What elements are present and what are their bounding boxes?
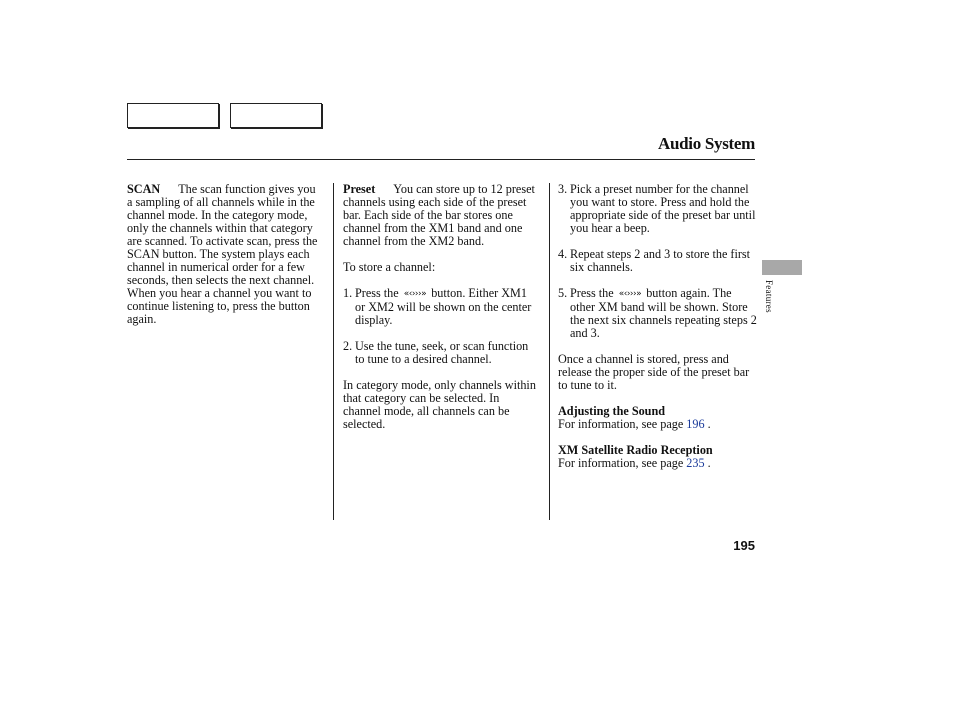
column-steps <box>558 183 758 470</box>
section-tab[interactable] <box>762 260 802 275</box>
previous-page-button[interactable] <box>127 103 219 128</box>
scan-paragraph <box>127 183 324 326</box>
step-4-text: Repeat steps 2 and 3 to store the first six channels. <box>570 247 751 274</box>
xm-band-icon: «‹›››» <box>618 289 642 299</box>
xm-band-icon: «‹›››» <box>403 289 427 299</box>
step-3-number: 3. <box>558 182 568 196</box>
page-number: 195 <box>733 538 755 553</box>
scan-heading: SCAN <box>127 182 161 196</box>
xm-reception-heading: XM Satellite Radio Reception <box>558 443 713 457</box>
step-5 <box>558 287 758 340</box>
step-5-text-a: Press the <box>570 286 614 300</box>
column-divider-2 <box>549 183 550 520</box>
section-tab-label: Features <box>764 280 774 313</box>
period: . <box>707 456 711 470</box>
step-4 <box>558 248 758 274</box>
scan-text: The scan function gives you a sampling of all channels while in the channel mode. In the category mode, only the channels within that category are scanned. To activate scan, press the SCAN button. The system plays each channel in numerical order for a few seconds, then selects the next channel. When you hear a channel you want to continue listening to, press the button again. <box>127 182 318 326</box>
step-2 <box>343 340 540 366</box>
step-2-text: Use the tune, seek, or scan function to tune to a desired channel. <box>355 339 529 366</box>
step-5-number: 5. <box>558 286 568 300</box>
xm-reception-ref <box>558 457 758 470</box>
step-5-text-b: button again. The other XM band will be shown. Store the next six channels repeating steps 2 and 3. <box>570 286 757 340</box>
category-note: In category mode, only channels within that category can be selected. In channel mode, all channels can be selected. <box>343 378 536 431</box>
step-3-text: Pick a preset number for the channel you want to store. Press and hold the appropriate side of the preset bar until you hear a beep. <box>570 182 756 235</box>
preset-paragraph <box>343 183 540 248</box>
step-1-text-b: button. Either XM1 or XM2 will be shown on the center display. <box>355 286 532 327</box>
step-1-text-a: Press the <box>355 286 399 300</box>
column-divider-1 <box>333 183 334 520</box>
step-3 <box>558 183 758 235</box>
next-page-button[interactable] <box>230 103 322 128</box>
xm-reception-text: For information, see page <box>558 456 684 470</box>
preset-text: You can store up to 12 preset channels using each side of the preset bar. Each side of the bar stores one channel from the XM1 band and one channel from the XM2 band. <box>343 182 535 248</box>
page-link-196[interactable]: 196 <box>686 417 705 431</box>
once-stored-text: Once a channel is stored, press and release the proper side of the preset bar to tune to it. <box>558 352 750 392</box>
page-title: Audio System <box>658 134 755 153</box>
column-scan <box>127 183 324 326</box>
step-1 <box>343 287 540 327</box>
preset-heading: Preset <box>343 182 376 196</box>
adjusting-sound-heading: Adjusting the Sound <box>558 404 666 418</box>
to-store-text: To store a channel: <box>343 260 436 274</box>
step-2-number: 2. <box>343 339 353 353</box>
step-1-number: 1. <box>343 286 353 300</box>
adjusting-sound-ref <box>558 418 758 431</box>
column-preset <box>343 183 540 431</box>
period: . <box>707 417 711 431</box>
step-4-number: 4. <box>558 247 568 261</box>
adjusting-sound-text: For information, see page <box>558 417 684 431</box>
header-divider <box>127 159 755 160</box>
page-link-235[interactable]: 235 <box>686 456 705 470</box>
